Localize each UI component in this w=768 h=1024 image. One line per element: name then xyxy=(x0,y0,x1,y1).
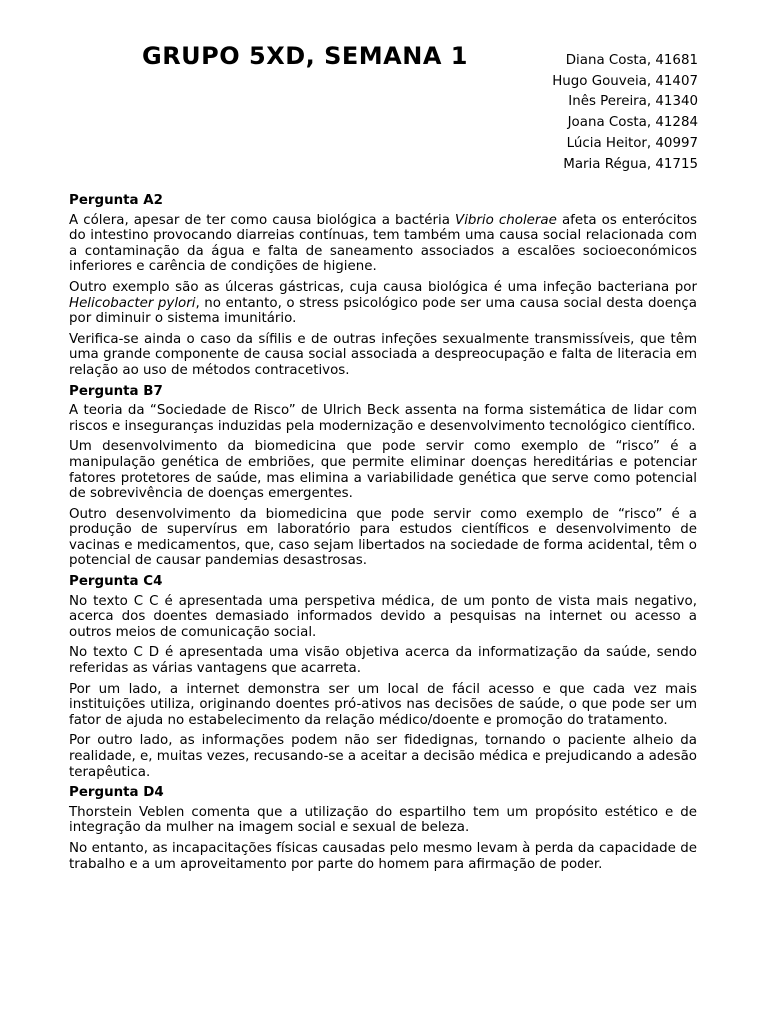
paragraph: Thorstein Veblen comenta que a utilização do espartilho tem um propósito estético e de integração da mulher na imagem social e sexual de beleza. xyxy=(69,804,697,836)
author-item: Joana Costa, 41284 xyxy=(567,115,698,131)
paragraph: No texto C C é apresentada uma perspetiva médica, de um ponto de vista mais negativo, acerca dos doentes demasiado informados devido a pesquisas na internet ou acesso a outros meios de comunicação social. xyxy=(69,593,697,640)
section-heading: Pergunta D4 xyxy=(69,785,164,801)
section-heading: Pergunta A2 xyxy=(69,193,163,208)
section-d4 xyxy=(69,785,697,872)
section-c4 xyxy=(69,574,697,780)
paragraph xyxy=(69,213,697,275)
paragraph: Um desenvolvimento da biomedicina que pode servir como exemplo de “risco” é a manipulação genética de embriões, que permite eliminar doenças hereditárias e potenciar fatores protetores de saúde, mas elimina a variabilidade genética que serve como potencial de sobrevivência de doenças emergentes. xyxy=(69,439,697,502)
paragraph-text: Outro exemplo são as úlceras gástricas, cuja causa biológica é uma infeção bacteriana por xyxy=(69,279,697,295)
paragraph: A teoria da “Sociedade de Risco” de Ulrich Beck assenta na forma sistemática de lidar com riscos e inseguranças induzidas pela modernização e desenvolvimento tecnológico científico. xyxy=(69,403,697,434)
document-body xyxy=(69,193,697,877)
paragraph xyxy=(69,280,697,327)
species-name: Helicobacter pylori xyxy=(69,295,196,311)
paragraph: No entanto, as incapacitações físicas causadas pelo mesmo levam à perda da capacidade de trabalho e a um aproveitamento por parte do homem para afirmação de poder. xyxy=(69,840,697,872)
paragraph: Outro desenvolvimento da biomedicina que pode servir como exemplo de “risco” é a produção de supervírus em laboratório para estudos científicos e desenvolvimento de vacinas e medicamentos, que, caso sejam libertados na sociedade de forma acidental, têm o potencial de causar pandemias desastrosas. xyxy=(69,506,697,569)
author-list xyxy=(552,51,698,175)
paragraph: Verifica-se ainda o caso da sífilis e de outras infeções sexualmente transmissíveis, que têm uma grande componente de causa social associada a despreocupação e falta de literacia em relação ao uso de métodos contracetivos. xyxy=(69,331,697,378)
author-item: Inês Pereira, 41340 xyxy=(568,94,698,110)
section-heading: Pergunta B7 xyxy=(69,383,163,399)
paragraph-text: A cólera, apesar de ter como causa biológica a bactéria xyxy=(69,212,456,228)
document-title: GRUPO 5XD, SEMANA 1 xyxy=(142,42,468,70)
section-heading: Pergunta C4 xyxy=(69,574,163,590)
section-b7 xyxy=(69,384,697,570)
paragraph: No texto C D é apresentada uma visão objetiva acerca da informatização da saúde, sendo referidas as várias vantagens que acarreta. xyxy=(69,645,697,677)
paragraph: Por um lado, a internet demonstra ser um local de fácil acesso e que cada vez mais instituições utiliza, originando doentes pró-ativos nas decisões de saúde, o que pode ser um fator de ajuda no estabelecimento da relação médico/doente e promoção do tratamento. xyxy=(69,681,697,728)
author-item: Maria Régua, 41715 xyxy=(563,156,698,172)
paragraph-text: afeta os enterócitos do intestino provocando diarreias contínuas, tem também uma causa social relacionada com a contaminação da água e falta de saneamento associados a escalões socioeconómicos inferiores e carência de condições de higiene. xyxy=(69,212,697,275)
paragraph-text: , no entanto, o stress psicológico pode ser uma causa social desta doença por diminuir o sistema imunitário. xyxy=(69,295,698,327)
author-item: Diana Costa, 41681 xyxy=(565,53,698,68)
paragraph: Por outro lado, as informações podem não ser fidedignas, tornando o paciente alheio da realidade, e, muitas vezes, recusando-se a aceitar a decisão médica e prejudicando a adesão terapêutica. xyxy=(69,733,697,780)
author-item: Hugo Gouveia, 41407 xyxy=(552,73,698,89)
author-item: Lúcia Heitor, 40997 xyxy=(566,135,698,151)
species-name: Vibrio cholerae xyxy=(455,212,557,228)
section-a2 xyxy=(69,193,697,379)
